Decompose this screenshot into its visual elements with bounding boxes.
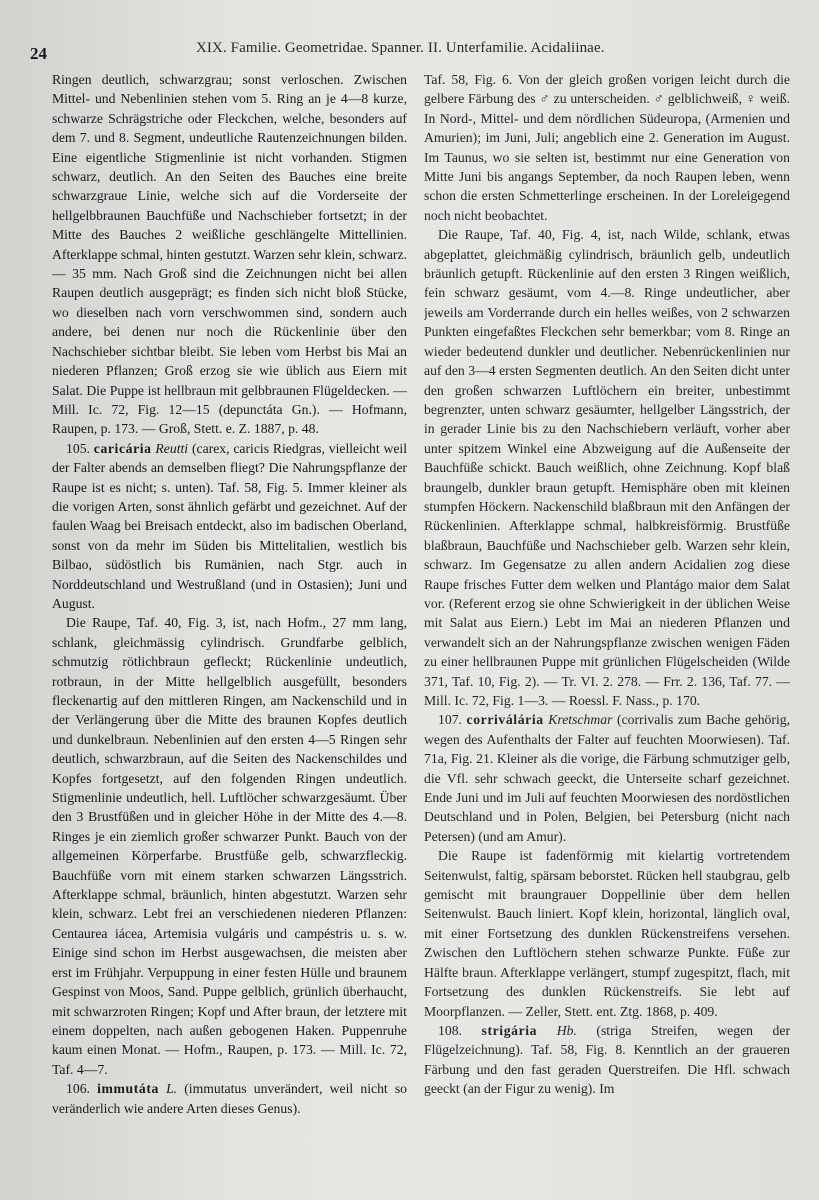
entry-number: 105. (66, 440, 90, 456)
species-author: Kretschmar (548, 712, 613, 728)
larva-description: Die Raupe, Taf. 40, Fig. 4, ist, nach Wilde, schlank, etwas abgeplattet, gleichmäßig cylindrisch, bräunlich gelb, undeutlich bräunlich getupft. Rückenlinie auf den ersten 3 Ringen weißlich, fein schwarz gesäumt, vom 4.—8. Ringe undeutlicher, aber jeweils am Vorderrande durch ein helles weißes, von 2 schwarzen Punkten eingefaßtes Fleckchen sehr bemerkbar; vom 8. Ringe an wieder bedeutend dunkler und deutlicher. Nebenrückenlinien nur auf den 3—4 ersten Segmenten deutlich. An den Seiten dicht unter den großen schwarzen Luftlöchern ein breiter, unbestimmt begrenzter, unten schwarz gesäumter, hellgelber Längsstrich, der in gerader Linie bis zu den Nachschiebern verläuft, vorher aber unter spitzem Winkel eine Abzweigung auf die Außenseite der Bauchfüße schickt. Bauch weißlich, ohne Zeichnung. Kopf blaß braungelb, dunkler braun getupft. Hemisphäre oben mit kleinen stumpfen Höckern. Nackenschild blaßbraun mit den Anfängen der Rückenlinien. Afterklappe schmal, halbkreisförmig. Brustfüße blaßbraun, Bauchfüße und Nachschieber gelb. Warzen sehr klein, schwarz. Im Gegensatze zu allen andern Acidalien zog diese Raupe frisches Futter dem welken und Plantágo maior dem Salat vor. (Referent erzog sie ohne Schwierigkeit in der üblichen Weise mit Salat aus Eiern.) Lebt im Mai an niederen Pflanzen und verwandelt sich an der Nahrungspflanze zwischen wenigen Fäden zu einer hellbraunen Puppe mit grünlichen Flügelscheiden (Wilde 371, Taf. 10, Fig. 2). — Tr. VI. 2. 278. — Frr. 2. 136, Taf. 77. — Mill. Ic. 72, Fig. 1—3. — Roessl. F. Nass., p. 170. (424, 227, 790, 708)
species-name: immutáta (97, 1081, 159, 1097)
larva-description: Die Raupe, Taf. 40, Fig. 3, ist, nach Hofm., 27 mm lang, schlank, gleichmässig cylindrisch. Grundfarbe gelblich, schmutzig rötlichbraun gefleckt; Rückenlinie undeutlich, rotbraun, in der Mitte hellgelblich ausgefüllt, besonders fleckenartig auf den mittleren Ringen, am Nackenschild und in der Verlängerung über die Mitte des braunen Kopfes deutlich und dunkelbraun. Nebenlinien auf den ersten 4—5 Ringen sehr deutlich, schwarzbraun, auf die Seiten des Nackenschildes und Kopfes fortgesetzt, auf den folgenden Ringen undeutlich. Stigmenlinie undeutlich, hell. Luftlöcher schwarzgesäumt. Über den 3 Brustfüßen und in gleicher Höhe in der Mitte des 4.—8. Ringes je ein ziemlich großer schwarzer Punkt. Bauch von der allgemeinen Körperfarbe. Brustfüße gelb, schwarzfleckig. Bauchfüße vorn mit einem starken schwarzen Längsstrich. Afterklappe schmal, bräunlich, hinten abgestutzt. Warzen sehr klein, schwarz. Lebt frei an verschiedenen niederen Pflanzen: Centaurea iácea, Artemisia vulgáris und campéstris u. s. w. Einige sind schon im Herbst ausgewachsen, die meisten aber erst im Frühjahr. Verpuppung in einer festen Hülle und braunem Gespinst von Moos, Sand. Puppe gelblich, grünlich überhaucht, mit schwarzroten Ringen; Kopf und After braun, der letztere mit einem doppelten, nach außen gebogenen Haken. Puppenruhe kaum einen Monat. — Hofm., Raupen, p. 173. — Mill. Ic. 72, Taf. 4—7. (52, 615, 407, 1077)
species-author: L. (166, 1081, 178, 1097)
entry-number: 108. (438, 1022, 462, 1038)
species-author: Hb. (556, 1022, 577, 1038)
species-entry-105 (52, 439, 407, 614)
left-column (52, 70, 407, 1190)
paragraph-continuation: Ringen deutlich, schwarzgrau; sonst verloschen. Zwischen Mittel- und Nebenlinien stehen vom 5. Ring an je 4—8 kurze, schwarze Schrägstriche oder Fleckchen, welche, besonders auf dem 7. und 8. Segment, undeutliche Rautenzeichnungen bilden. Eine eigentliche Stigmenlinie ist nicht vorhanden. Stigmen schwarz, deutlich. An den Seiten des Bauches eine breite schwarzgraue Linie, welche sich auf die Vorderseite der hellgelbbraunen Bauchfüße und Nachschieber fortsetzt; in der Mitte des Bauches 2 weißliche geschlängelte Mittellinien. Afterklappe schmal, hinten gestutzt. Warzen sehr klein, schwarz. — 35 mm. Nach Groß sind die Zeichnungen nicht bei allen Raupen deutlich ausgeprägt; es finden sich nicht bloß Stücke, wo dieselben nach vorn verschwommen sind, sondern auch andere, bei denen nur noch die Rückenlinie über den Nachschieber sichtbar bleibt. Sie leben vom Herbst bis Mai an niederen Pflanzen; Groß erzog sie wie üblich aus Eiern mit Salat. Die Puppe ist hellbraun mit gelbbraunen Flügeldecken. — Mill. Ic. 72, Fig. 12—15 (depunctáta Gn.). — Hofmann, Raupen, p. 173. — Groß, Stett. e. Z. 1887, p. 48. (52, 72, 407, 437)
entry-number: 106. (66, 1081, 90, 1097)
entry-number: 107. (438, 712, 462, 728)
species-name: strigária (481, 1022, 538, 1038)
entry-text: (immutatus unverändert, weil nicht so veränderlich wie andere Arten dieses Genus). (52, 1081, 407, 1116)
page-header (30, 40, 790, 62)
entry-text: (striga Streifen, wegen der Flügelzeichnung). Taf. 58, Fig. 8. Kenntlich an der graueren Färbung und den fast geraden Querstreifen. Die Hfl. schwach geeckt (an der Figur zu wenig). Im (424, 1022, 790, 1097)
larva-description: Die Raupe ist fadenförmig mit kielartig vortretendem Seitenwulst, faltig, spärsam beborstet. Rücken hell staubgrau, gelb gemischt mit braungrauer Doppellinie über dem hellen Seitenwulst. Bauch liniert. Kopf klein, horizontal, länglich oval, mit einer Fortsetzung des dunklen Rückenstreifens versehen. Zwischen den Luftlöchern stehen schwarze Punkte. Füße zur Hälfte braun. Afterklappe verlängert, stumpf zugespitzt, flach, mit Fortsetzung des dunklen Rückenstreifs. Sie lebt auf Moorpflanzen. — Zeller, Stett. ent. Ztg. 1868, p. 409. (424, 848, 790, 1019)
species-entry-106 (52, 1079, 407, 1118)
running-head: XIX. Familie. Geometridae. Spanner. II. Unterfamilie. Acidaliinae. (196, 40, 605, 56)
page-number: 24 (30, 44, 47, 63)
right-column (424, 70, 790, 1190)
paragraph-continuation: Taf. 58, Fig. 6. Von der gleich großen vorigen leicht durch die gelbere Färbung des ♂ zu unterscheiden. ♂ gelblichweiß, ♀ weiß. In Nord-, Mittel- und dem nördlichen Südeuropa, (Armenien und Amurien); im Juni, Juli; angeblich eine 2. Generation im August. Im Taunus, wo sie selten ist, bestimmt nur eine Generation von Mitte Juni bis angangs September, da noch Raupen leben, wenn schon die ersten Schmetterlinge erscheinen. In der Loreleigegend noch nicht beobachtet. (424, 72, 790, 223)
species-author: Reutti (155, 440, 189, 456)
species-entry-108 (424, 1021, 790, 1099)
entry-text: (corrivalis zum Bache gehörig, wegen des Aufenthalts der Falter auf feuchten Moorwiesen). Taf. 71a, Fig. 21. Kleiner als die vorige, die Färbung schmutziger gelb, die Vfl. sehr schwach geeckt, die Unterseite scharf gezeichnet. Ende Juni und im Juli auf feuchten Moorwiesen des nordöstlichen Deutschland und in Polen, Belgien, bei Petersburg (nicht nach Petersen) (und am Amur). (424, 712, 790, 844)
species-entry-107 (424, 710, 790, 846)
species-name: corriválária (466, 712, 544, 728)
entry-text: (carex, caricis Riedgras, vielleicht weil der Falter abends an demselben fliegt? Die Nahrungspflanze der Raupe ist es nicht; s. unten). Taf. 58, Fig. 5. Immer kleiner als die vorigen Arten, sonst ähnlich gefärbt und gezeichnet. Auf der faulen Waag bei Breisach entdeckt, also im badischen Oberland, sonst von da mehr im Süden bis Mittelitalien, westlich bis Bilbao, südöstlich bis Rumänien, nach Stgr. auch in Norddeutschland und Westrußland (und in Ostasien); Juni und August. (52, 440, 407, 611)
species-name: caricária (93, 440, 152, 456)
